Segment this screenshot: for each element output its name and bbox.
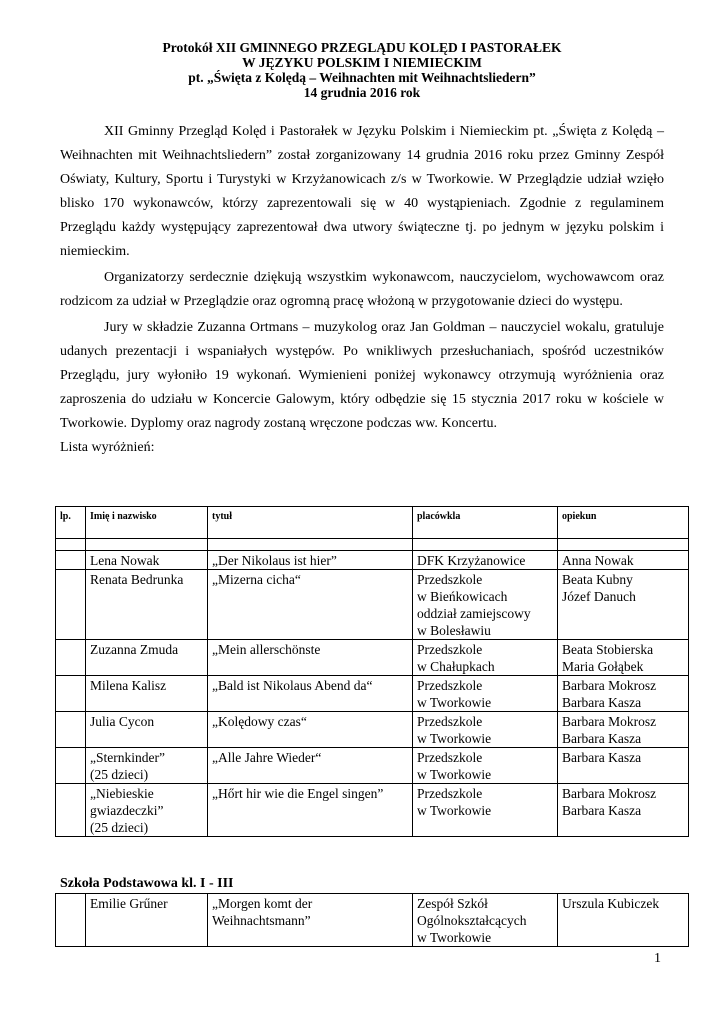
cell-title: „Alle Jahre Wieder“ [208, 748, 413, 784]
cell-tutor: Anna Nowak [558, 551, 689, 570]
cell-place: Przedszkole w Tworkowie [413, 712, 558, 748]
cell-name: Milena Kalisz [86, 676, 208, 712]
cell-title: „Der Nikolaus ist hier” [208, 551, 413, 570]
column-header-lp: lp. [56, 507, 86, 539]
cell-place: Przedszkole w Bieńkowicach oddział zamiejscowy w Bolesławiu [413, 570, 558, 640]
paragraph-intro: XII Gminny Przegląd Kolęd i Pastorałek w Języku Polskim i Niemieckim pt. „Święta z Kolędą – Weihnachten mit Weihnachtsliedern” został zorganizowany 14 grudnia 2016 roku przez Gminny Zespół Oświaty, Kultury, Sportu i Turystyki w Krzyżanowicach z/s w Tworkowie. W Przeglądzie udział wzięło blisko 170 wykonawców, którzy zaprezentowali się w 40 wystąpieniach. Zgodnie z regulaminem Przeglądu każdy występujący zaprezentował dwa utwory świąteczne tj. po jednym w języku polskim i niemieckim. [60, 124, 664, 259]
table-header-row [56, 507, 689, 539]
cell-lp [56, 712, 86, 748]
paragraph-jury: Jury w składzie Zuzanna Ortmans – muzykolog oraz Jan Goldman – nauczyciel wokalu, gratuluje udanych prezentacji i wspaniałych występów. Po wnikliwych przesłuchaniach, spośród uczestników Przeglądu, jury wyłoniło 19 wykonań. Wymienieni poniżej wykonawcy otrzymują wyróżnienia oraz zaproszenia do udziału w Koncercie Galowym, który odbędzie się 15 stycznia 2017 roku w kościele w Tworkowie. Dyplomy oraz nagrody zostaną wręczone podczas ww. Koncertu. [60, 320, 664, 431]
cell-lp [56, 894, 86, 947]
table-row [56, 894, 689, 947]
cell-place: Przedszkole w Tworkowie [413, 748, 558, 784]
spacer-cell [413, 539, 558, 551]
cell-title: „Mizerna cicha“ [208, 570, 413, 640]
cell-lp [56, 570, 86, 640]
cell-place: Przedszkole w Chałupkach [413, 640, 558, 676]
cell-title: „Hőrt hir wie die Engel singen” [208, 784, 413, 837]
table-row [56, 784, 689, 837]
cell-title: „Morgen komt der Weihnachtsmann” [208, 894, 413, 947]
column-header-name: Imię i nazwisko [86, 507, 208, 539]
cell-title: „Kolędowy czas“ [208, 712, 413, 748]
cell-place: Przedszkole w Tworkowie [413, 676, 558, 712]
cell-lp [56, 748, 86, 784]
title-line-3: pt. „Święta z Kolędą – Weihnachten mit Weihnachtsliedern” [188, 70, 536, 85]
cell-lp [56, 676, 86, 712]
cell-name: Julia Cycon [86, 712, 208, 748]
table-row [56, 712, 689, 748]
column-header-title: tytuł [208, 507, 413, 539]
cell-name: Emilie Grűner [86, 894, 208, 947]
cell-lp [56, 784, 86, 837]
cell-name: Lena Nowak [86, 551, 208, 570]
spacer-cell [86, 539, 208, 551]
cell-title: „Mein allerschönste [208, 640, 413, 676]
table-row [56, 640, 689, 676]
cell-tutor: Barbara Kasza [558, 748, 689, 784]
paragraph-thanks: Organizatorzy serdecznie dziękują wszystkim wykonawcom, nauczycielom, wychowawcom oraz rodzicom za udział w Przeglądzie oraz ogromną pracę włożoną w przygotowanie dzieci do występu. [60, 270, 664, 309]
cell-lp [56, 551, 86, 570]
title-line-2: W JĘZYKU POLSKIM I NIEMIECKIM [242, 55, 482, 70]
cell-place: Zespół Szkół Ogólnokształcących w Tworkowie [413, 894, 558, 947]
cell-tutor: Beata Kubny Józef Danuch [558, 570, 689, 640]
cell-tutor: Barbara Mokrosz Barbara Kasza [558, 712, 689, 748]
cell-tutor: Barbara Mokrosz Barbara Kasza [558, 784, 689, 837]
cell-name: „Niebieskie gwiazdeczki” (25 dzieci) [86, 784, 208, 837]
table-row [56, 676, 689, 712]
table-row [56, 748, 689, 784]
title-line-1: Protokół XII GMINNEGO PRZEGLĄDU KOLĘD I PASTORAŁEK [162, 40, 562, 55]
cell-tutor: Urszula Kubiczek [558, 894, 689, 947]
page-number: 1 [654, 951, 661, 966]
spacer-cell [208, 539, 413, 551]
column-header-place: placówkla [413, 507, 558, 539]
cell-place: DFK Krzyżanowice [413, 551, 558, 570]
school-awards-table [55, 893, 689, 947]
cell-title: „Bald ist Nikolaus Abend da“ [208, 676, 413, 712]
table-row [56, 570, 689, 640]
column-header-tutor: opiekun [558, 507, 689, 539]
cell-lp [56, 640, 86, 676]
awards-table [55, 506, 689, 837]
title-line-4: 14 grudnia 2016 rok [303, 85, 421, 100]
cell-name: Zuzanna Zmuda [86, 640, 208, 676]
section-heading-primary-school: Szkoła Podstawowa kl. I - III [60, 876, 234, 891]
cell-name: „Sternkinder” (25 dzieci) [86, 748, 208, 784]
cell-tutor: Beata Stobierska Maria Gołąbek [558, 640, 689, 676]
document-title [60, 40, 664, 100]
spacer-cell [56, 539, 86, 551]
document-body [60, 120, 664, 460]
list-label: Lista wyróżnień: [60, 440, 155, 455]
spacer-cell [558, 539, 689, 551]
cell-tutor: Barbara Mokrosz Barbara Kasza [558, 676, 689, 712]
cell-place: Przedszkole w Tworkowie [413, 784, 558, 837]
table-row [56, 551, 689, 570]
cell-name: Renata Bedrunka [86, 570, 208, 640]
table-spacer-row [56, 539, 689, 551]
